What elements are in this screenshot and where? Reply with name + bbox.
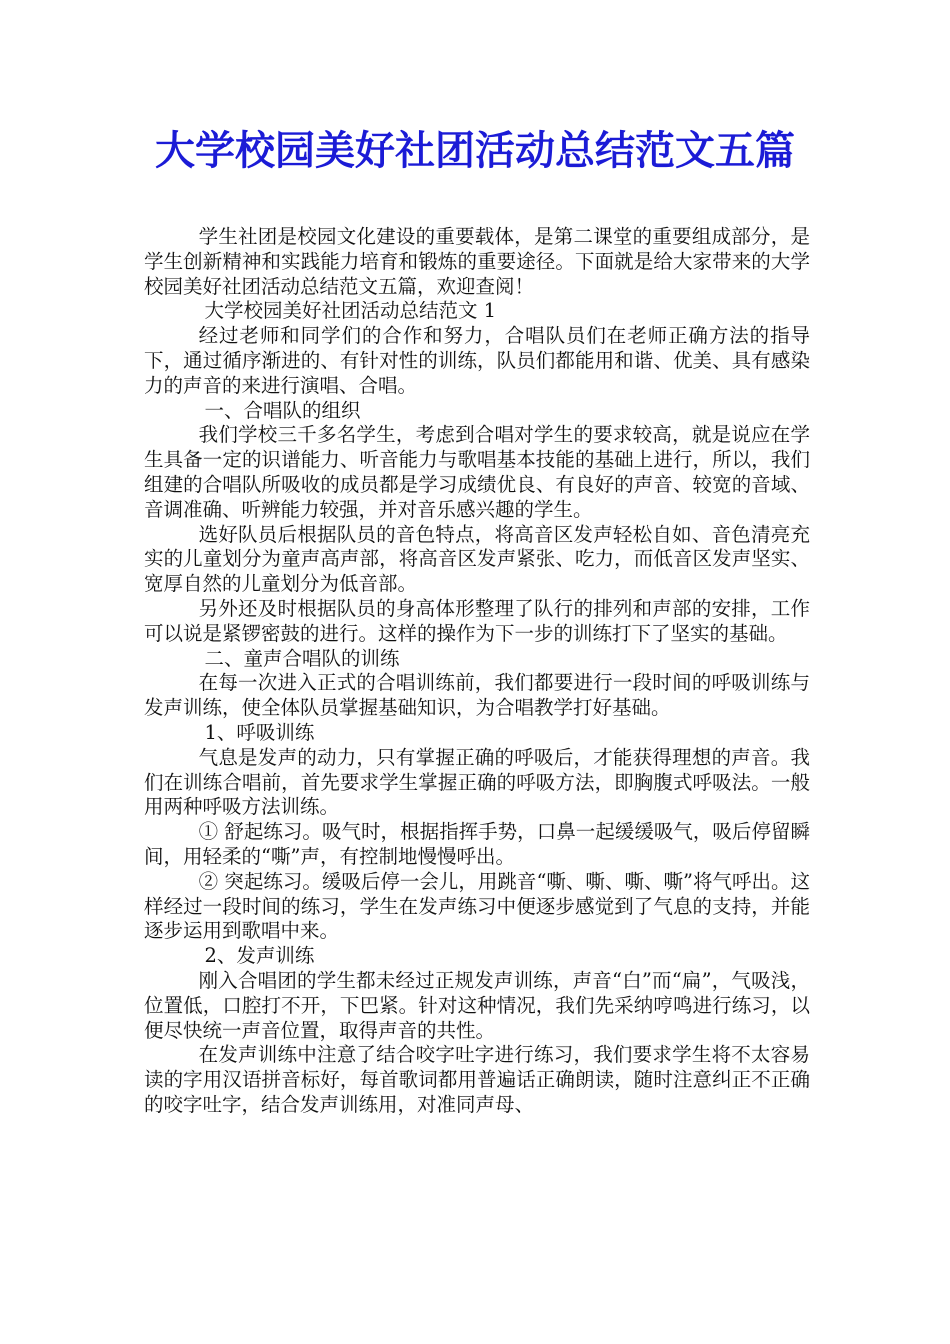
body-paragraph: 刚入合唱团的学生都未经过正规发声训练，声音“白”而“扁”，气吸浅，位置低，口腔打不开，下巴紧。针对这种情况，我们先采纳哼鸣进行练习，以便尽快统一声音位置，取得声音的共性。 (144, 968, 810, 1042)
section-heading: 1、呼吸训练 (204, 720, 315, 744)
section-heading: 大学校园美好社团活动总结范文 1 (204, 299, 497, 323)
body-paragraph: 学生社团是校园文化建设的重要载体，是第二课堂的重要组成部分，是学生创新精神和实践能力培育和锻炼的重要途径。下面就是给大家带来的大学校园美好社团活动总结范文五篇，欢迎查阅！ (144, 225, 810, 298)
body-paragraph: 我们学校三千多名学生，考虑到合唱对学生的要求较高，就是说应在学生具备一定的识谱能力、听音能力与歌唱基本技能的基础上进行，所以，我们组建的合唱队所吸收的成员都是学习成绩优良、有良好的声音、较宽的音域、音调准确、听辨能力较强，并对音乐感兴趣的学生。 (144, 423, 810, 521)
body-paragraph: 在发声训练中注意了结合咬字吐字进行练习，我们要求学生将不太容易读的字用汉语拼音标好，每首歌词都用普遍话正确朗读，随时注意纠正不正确的咬字吐字，结合发声训练用，对准同声母、 (144, 1043, 810, 1116)
body-paragraph: 气息是发声的动力，只有掌握正确的呼吸后，才能获得理想的声音。我们在训练合唱前，首先要求学生掌握正确的呼吸方法，即胸腹式呼吸法。一般用两种呼吸方法训练。 (144, 745, 810, 819)
body-paragraph: 在每一次进入正式的合唱训练前，我们都要进行一段时间的呼吸训练与发声训练，使全体队员掌握基础知识，为合唱教学打好基础。 (144, 671, 810, 720)
body-paragraph: ② 突起练习。缓吸后停一会儿，用跳音“嘶、嘶、嘶、嘶”将气呼出。这样经过一段时间的练习，学生在发声练习中便逐步感觉到了气息的支持，并能逐步运用到歌唱中来。 (144, 869, 810, 943)
body-paragraph: 另外还及时根据队员的身高体形整理了队行的排列和声部的安排，工作可以说是紧锣密鼓的进行。这样的操作为下一步的训练打下了坚实的基础。 (144, 596, 810, 645)
body-paragraph: 选好队员后根据队员的音色特点，将高音区发声轻松自如、音色清亮充实的儿童划分为童声高声部，将高音区发声紧张、吃力，而低音区发声坚实、宽厚自然的儿童划分为低音部。 (144, 522, 810, 596)
body-paragraph: 经过老师和同学们的合作和努力，合唱队员们在老师正确方法的指导下，通过循序渐进的、有针对性的训练，队员们都能用和谐、优美、具有感染力的声音的来进行演唱、合唱。 (144, 324, 810, 397)
document-body (144, 225, 810, 1118)
section-heading: 一、合唱队的组织 (204, 398, 361, 422)
document-title: 大学校园美好社团活动总结范文五篇 (155, 127, 795, 174)
section-heading: 2、发声训练 (204, 944, 315, 968)
section-heading: 二、童声合唱队的训练 (204, 646, 400, 670)
body-paragraph: ① 舒起练习。吸气时，根据指挥手势，口鼻一起缓缓吸气，吸后停留瞬间，用轻柔的“嘶”声，有控制地慢慢呼出。 (144, 820, 810, 868)
